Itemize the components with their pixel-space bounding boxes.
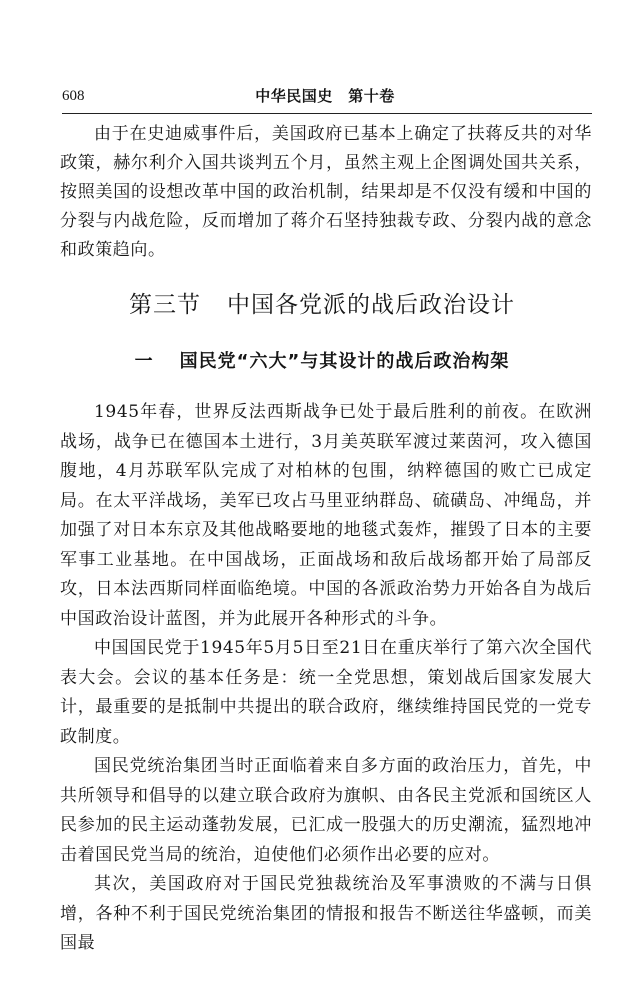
intro-paragraph: 由于在史迪威事件后，美国政府已基本上确定了扶蒋反共的对华政策，赫尔利介入国共谈判五个月，虽然主观上企图调处国共关系，按照美国的设想改革中国的政治机制，结果却是不仅没有缓和中国的分裂与内战危险，反而增加了蒋介石坚持独裁专政、分裂内战的意念和政策趋向。 <box>60 124 592 260</box>
section-heading <box>0 289 644 321</box>
running-title: 中华民国史 第十卷 <box>255 87 395 105</box>
main-text-block <box>60 398 592 959</box>
paragraph: 国民党统治集团当时正面临着来自多方面的政治压力，首先，中共所领导和倡导的以建立联合政府为旗帜、由各民主党派和国统区人民参加的民主运动蓬勃发展，已汇成一股强大的历史潮流，猛烈地冲击着国民党当局的统治，迫使他们必须作出必要的应对。 <box>60 756 592 865</box>
running-header <box>62 86 588 110</box>
paragraph: 其次，美国政府对于国民党独裁统治及军事溃败的不满与日俱增，各种不利于国民党统治集团的情报和报告不断送往华盛顿，而美国最 <box>60 874 592 953</box>
subsection-number: 一 <box>134 351 154 372</box>
section-title: 中国各党派的战后政治设计 <box>227 292 515 318</box>
section-number: 第三节 <box>129 292 201 318</box>
subsection-heading <box>0 348 644 376</box>
paragraph: 1945年春，世界反法西斯战争已处于最后胜利的前夜。在欧洲战场，战争已在德国本土进行，3月美英联军渡过莱茵河，攻入德国腹地，4月苏联军队完成了对柏林的包围，纳粹德国的败亡已成定局。在太平洋战场，美军已攻占马里亚纳群岛、硫磺岛、冲绳岛，并加强了对日本东京及其他战略要地的地毯式轰炸，摧毁了日本的主要军事工业基地。在中国战场，正面战场和敌后战场都开始了局部反攻，日本法西斯同样面临绝境。中国的各派政治势力开始各自为战后中国政治设计蓝图，并为此展开各种形式的斗争。 <box>60 402 592 629</box>
header-rule <box>62 113 592 114</box>
intro-text-block <box>60 120 592 265</box>
subsection-title: 国民党“六大”与其设计的战后政治构架 <box>179 351 510 372</box>
page-number: 608 <box>62 88 85 104</box>
paragraph: 中国国民党于1945年5月5日至21日在重庆举行了第六次全国代表大会。会议的基本任务是：统一全党思想，策划战后国家发展大计，最重要的是抵制中共提出的联合政府，继续维持国民党的一党专政制度。 <box>60 638 592 747</box>
